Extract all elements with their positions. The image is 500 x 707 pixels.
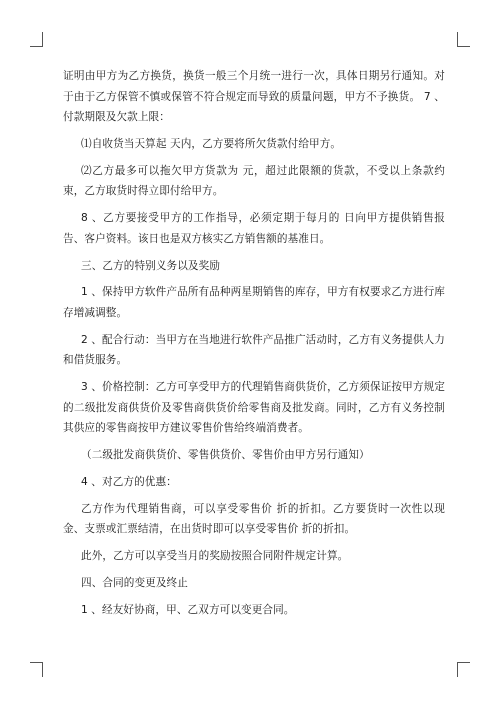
paragraph-clause-8: 8 、乙方要接受甲方的工作指导，必须定期于每月的 日向甲方提供销售报告、客户资料。该日也是双方核实乙方销售额的基准日。 bbox=[63, 212, 445, 245]
paragraph-price-note: （二级批发商供货价、零售供货价、零售价由甲方另行通知） bbox=[81, 449, 370, 461]
crop-mark-bottom-right bbox=[457, 662, 470, 677]
paragraph-item-3: 3 、价格控制：乙方可享受甲方的代理销售商供货价，乙方须保证按甲方规定的二级批发商供货价及零售商供货价给零售商及批发商。同时，乙方有义务控制其供应的零售商按甲方建议零售价售给终端消费者。 bbox=[63, 381, 445, 435]
paragraph-reward: 此外，乙方可以享受当月的奖励按照合同附件规定计算。 bbox=[81, 549, 349, 562]
paragraph-discount: 乙方作为代理销售商，可以享受零售价 折的折扣。乙方要货时一次性以现金、支票或汇票结清，在出货时即可以享受零售价 折的折扣。 bbox=[63, 502, 445, 536]
paragraph-payment-term-2: ⑵乙方最多可以拖欠甲方货款为 元，超过此限额的货款，不受以上条款约束，乙方取货时得立即付给甲方。 bbox=[63, 164, 445, 198]
section-heading-4: 四、合同的变更及终止 bbox=[81, 576, 188, 589]
paragraph-item-1: 1 、保持甲方软件产品所有品种两星期销售的库存，甲方有权要求乙方进行库存增减调整。 bbox=[63, 286, 445, 319]
section-heading-3: 三、乙方的特别义务以及奖励 bbox=[81, 259, 221, 272]
crop-mark-top-right bbox=[457, 32, 470, 47]
paragraph-payment-term-1: ⑴自收货当天算起 天内，乙方要将所欠货款付给甲方。 bbox=[81, 137, 342, 150]
document-page bbox=[63, 66, 445, 626]
paragraph-exchange-and-payment: 证明由甲方为乙方换货，换货一般三个月统一进行一次，具体日期另行通知。对于由于乙方保管不慎或保管不符合规定而导致的质量问题，甲方不予换货。 7 、付款期限及欠款上限： bbox=[63, 70, 445, 124]
crop-mark-bottom-left bbox=[30, 662, 43, 677]
crop-mark-top-left bbox=[30, 32, 43, 47]
paragraph-item-2: 2 、配合行动：当甲方在当地进行软件产品推广活动时，乙方有义务提供人力和借货服务。 bbox=[63, 333, 445, 367]
paragraph-item-4: 4 、对乙方的优惠： bbox=[81, 475, 177, 488]
paragraph-change-1: 1 、经友好协商，甲、乙双方可以变更合同。 bbox=[81, 603, 295, 616]
